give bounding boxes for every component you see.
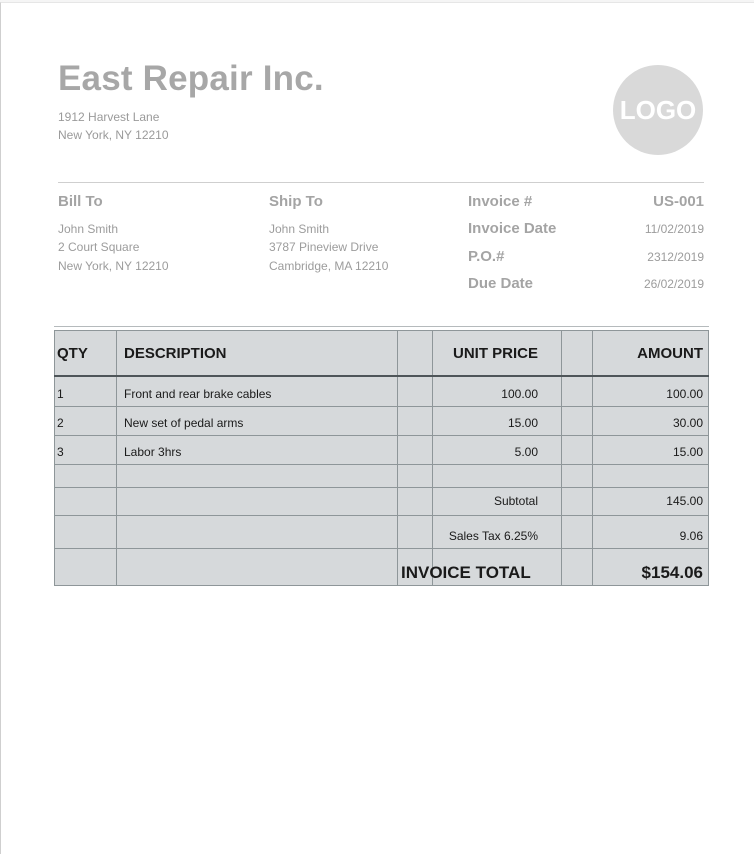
invoice-total-value: $154.06 [641, 563, 703, 582]
ship-to-line1: 3787 Pineview Drive [269, 240, 379, 254]
row1-description: Front and rear brake cables [124, 387, 272, 401]
company-address-line2: New York, NY 12210 [58, 128, 169, 142]
table-row-divider [54, 487, 709, 488]
company-name: East Repair Inc. [58, 59, 324, 98]
invoice-total-label: INVOICE TOTAL [401, 563, 531, 582]
invoice-date-label: Invoice Date [468, 220, 557, 237]
row2-qty: 2 [57, 416, 64, 430]
description-header: DESCRIPTION [124, 345, 227, 362]
table-row-divider [54, 406, 709, 407]
ship-to-name: John Smith [269, 222, 330, 236]
bill-to-line2: New York, NY 12210 [58, 259, 169, 273]
table-top-shadow [54, 326, 709, 327]
company-address-line1: 1912 Harvest Lane [58, 110, 160, 124]
invoice-number-label: Invoice # [468, 193, 533, 210]
table-row-divider [54, 464, 709, 465]
row2-unit-price: 15.00 [507, 416, 538, 430]
subtotal-value: 145.00 [666, 494, 703, 508]
table-row-divider [54, 515, 709, 516]
table-row-divider [54, 548, 709, 549]
row2-amount: 30.00 [672, 416, 703, 430]
company-logo: LOGO [613, 65, 703, 155]
invoice-date-value: 11/02/2019 [644, 222, 704, 236]
row3-qty: 3 [57, 445, 64, 459]
invoice-number-value: US-001 [653, 193, 704, 210]
po-number-value: 2312/2019 [647, 250, 704, 264]
row2-description: New set of pedal arms [124, 416, 244, 430]
bill-to-name: John Smith [58, 222, 119, 236]
unit-price-header: UNIT PRICE [452, 345, 538, 362]
row1-qty: 1 [57, 387, 64, 401]
table-header-divider [54, 375, 709, 377]
due-date-value: 26/02/2019 [643, 277, 704, 291]
po-number-label: P.O.# [468, 248, 505, 265]
ship-to-heading: Ship To [269, 193, 323, 210]
due-date-label: Due Date [468, 275, 534, 292]
row3-amount: 15.00 [672, 445, 703, 459]
row3-unit-price: 5.00 [514, 445, 538, 459]
subtotal-label: Subtotal [493, 494, 538, 508]
amount-header: AMOUNT [637, 345, 703, 362]
row1-unit-price: 100.00 [501, 387, 538, 401]
sales-tax-value: 9.06 [679, 529, 703, 543]
row3-description: Labor 3hrs [124, 445, 182, 459]
row1-amount: 100.00 [666, 387, 703, 401]
bill-to-heading: Bill To [58, 193, 103, 210]
qty-header: QTY [57, 345, 88, 362]
table-row-divider [54, 435, 709, 436]
bill-to-line1: 2 Court Square [58, 240, 140, 254]
sales-tax-label: Sales Tax 6.25% [448, 529, 538, 543]
ship-to-line2: Cambridge, MA 12210 [269, 259, 389, 273]
header-divider [58, 182, 704, 183]
